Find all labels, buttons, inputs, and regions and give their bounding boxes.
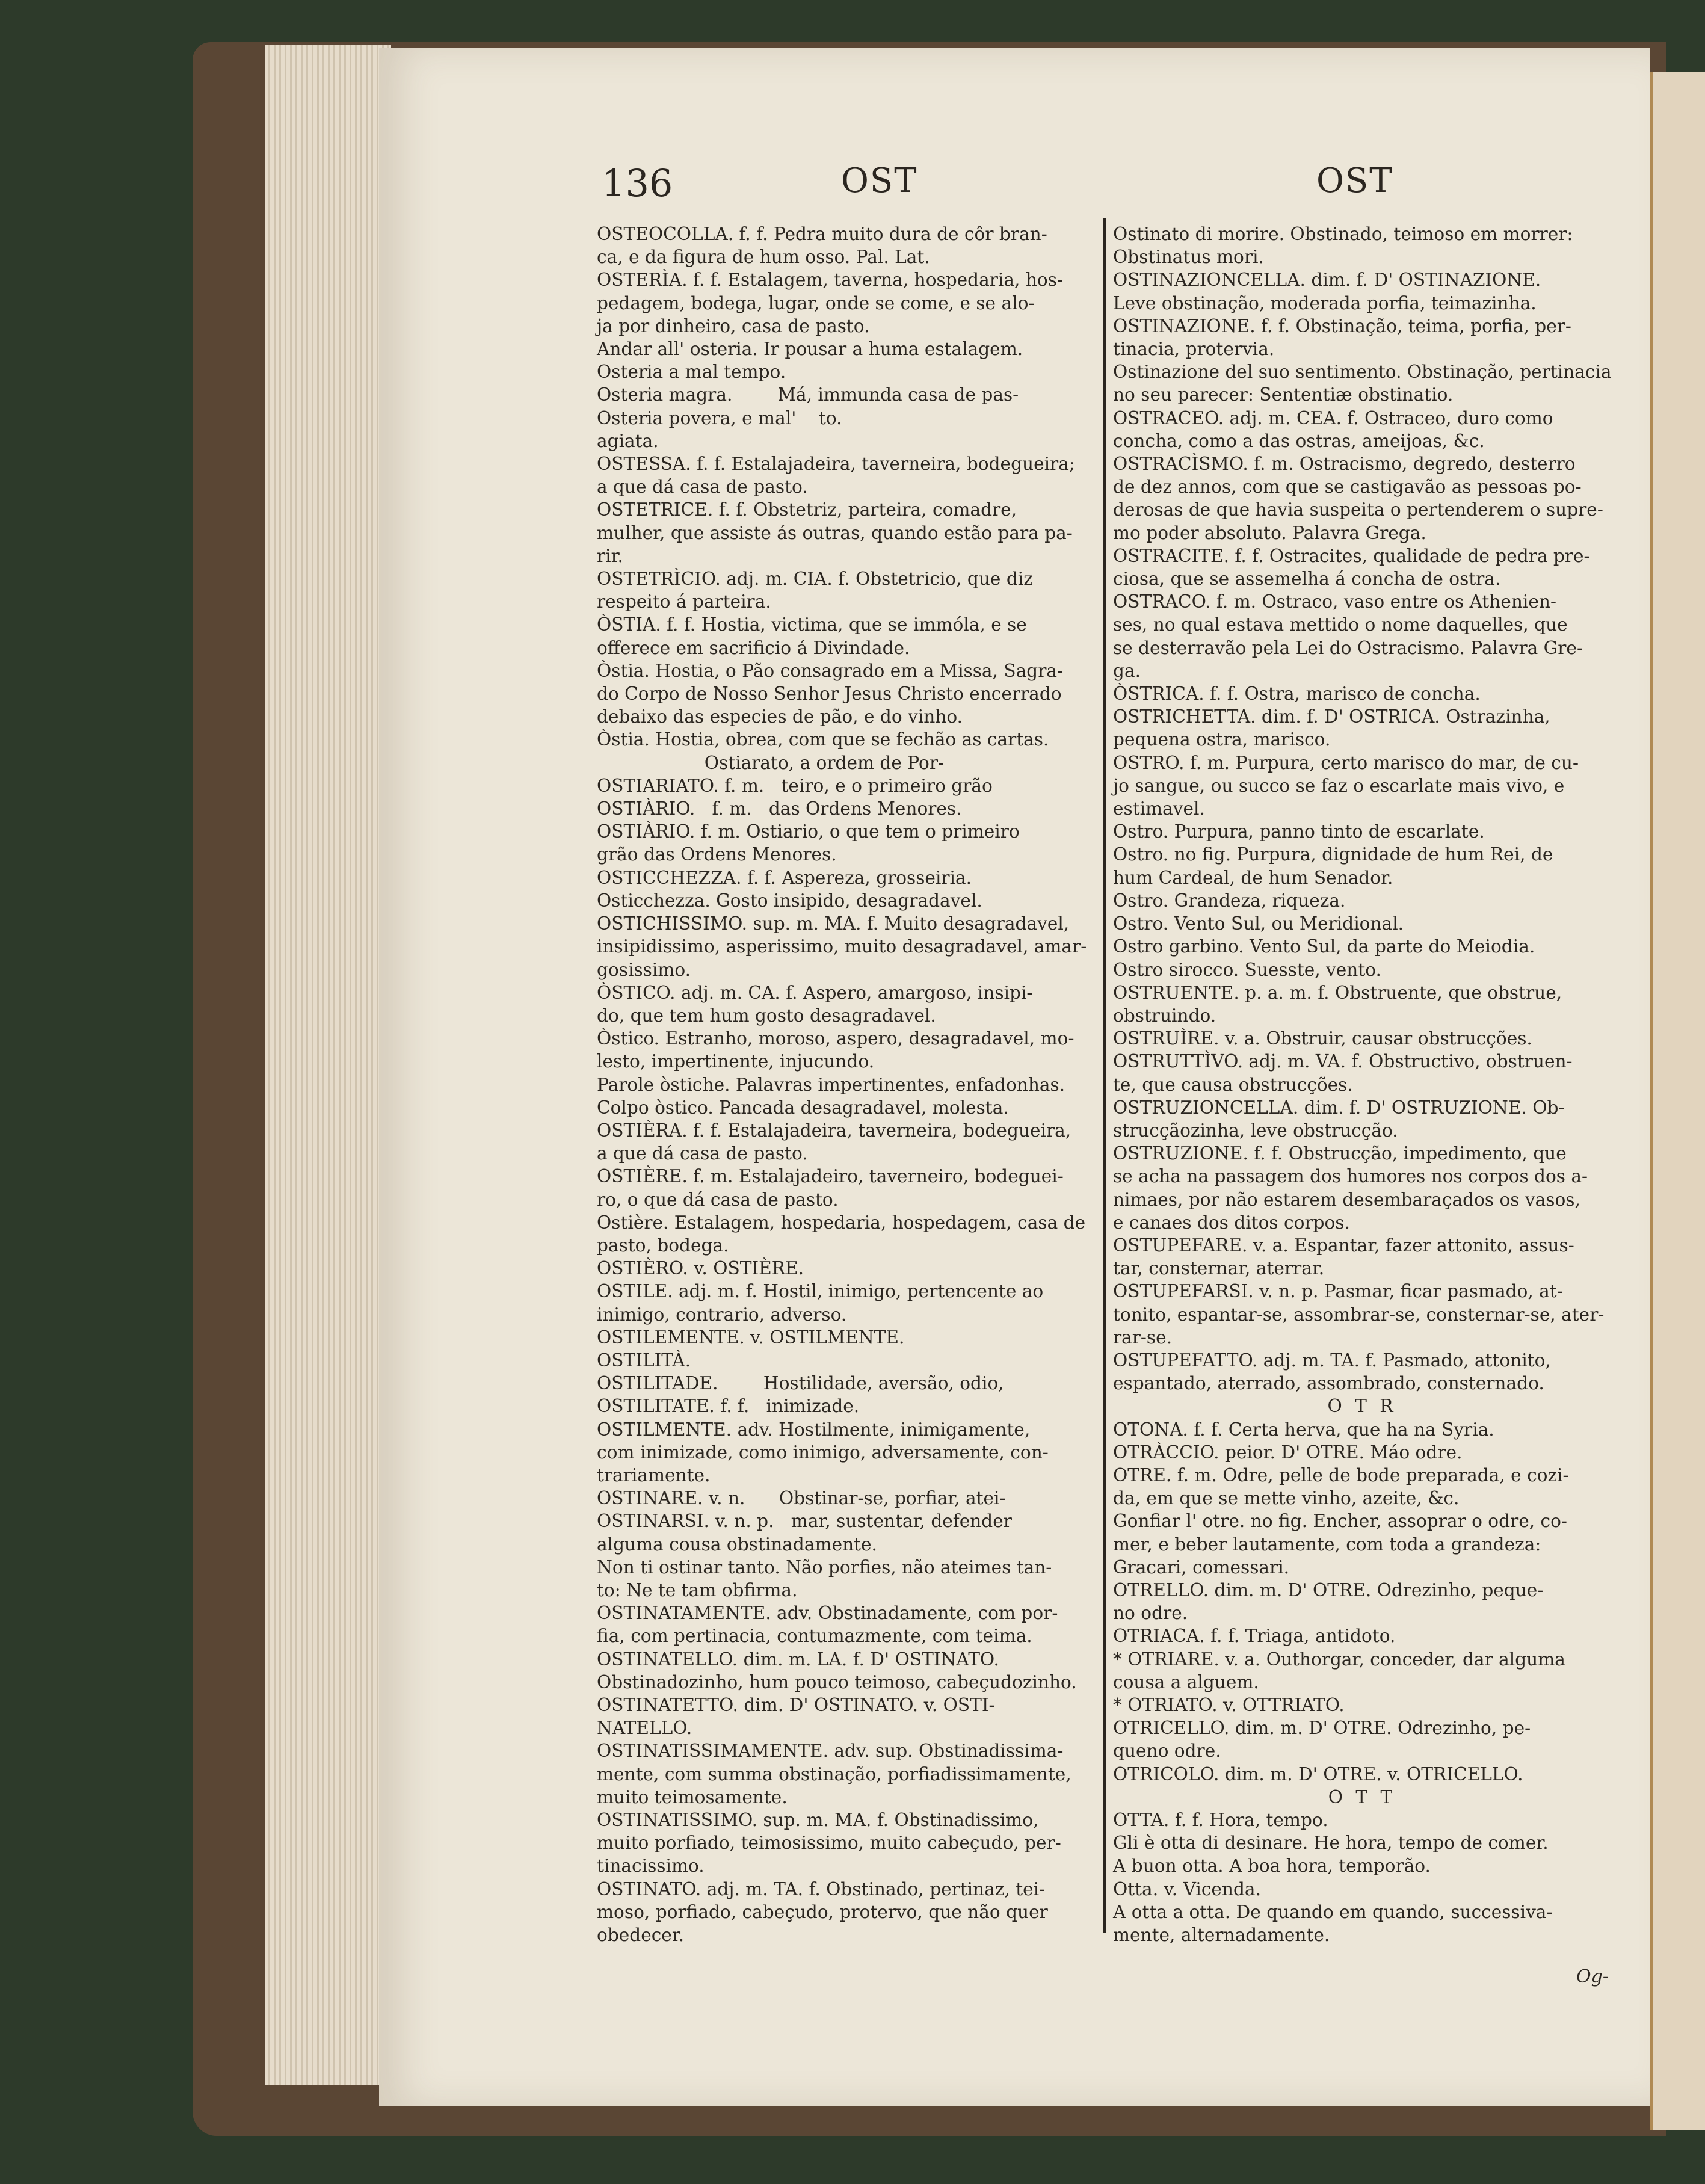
dictionary-line: OSTINARSI. v. n. p. mar, sustentar, defender: [597, 1511, 1012, 1532]
dictionary-line: do Corpo de Nosso Senhor Jesus Christo encerrado: [597, 683, 1062, 705]
dictionary-line: Ostro sirocco. Suesste, vento.: [1113, 959, 1381, 980]
dictionary-line: Òstia. Hostia, o Pão consagrado em a Missa, Sagra-: [597, 660, 1064, 681]
dictionary-line: Òstia. Hostia, obrea, com que se fechão as cartas.: [597, 729, 1049, 750]
dictionary-line: a que dá casa de pasto.: [597, 1143, 808, 1164]
dictionary-line: Ostiarato, a ordem de Por-: [597, 752, 944, 773]
dictionary-line: ciosa, que se assemelha á concha de ostra.: [1113, 569, 1501, 590]
dictionary-line: OSTIÈRE. f. m. Estalajadeiro, taverneiro, bodeguei-: [597, 1166, 1064, 1187]
dictionary-line: cousa a alguem.: [1113, 1671, 1259, 1692]
dictionary-line: OSTINATETTO. dim. D' OSTINATO. v. OSTI-: [597, 1695, 995, 1715]
dictionary-line: A buon otta. A boa hora, temporão.: [1113, 1855, 1431, 1877]
dictionary-line: hum Cardeal, de hum Senador.: [1113, 867, 1393, 888]
dictionary-line: Ostro. no fig. Purpura, dignidade de hum Rei, de: [1113, 844, 1553, 865]
dictionary-line: respeito á parteira.: [597, 591, 771, 612]
dictionary-line: OSTRUTTÌVO. adj. m. VA. f. Obstructivo, obstruen-: [1113, 1051, 1573, 1072]
dictionary-line: mulher, que assiste ás outras, quando estão para pa-: [597, 522, 1073, 543]
dictionary-line: pasto, bodega.: [597, 1235, 729, 1256]
dictionary-line: OSTINATO. adj. m. TA. f. Obstinado, pertinaz, tei-: [597, 1878, 1046, 1899]
dictionary-line: rir.: [597, 545, 623, 566]
dictionary-line: OSTINATELLO. dim. m. LA. f. D' OSTINATO.: [597, 1649, 999, 1670]
dictionary-line: OSTINAZIONCELLA. dim. f. D' OSTINAZIONE.: [1113, 270, 1541, 291]
dictionary-line: se acha na passagem dos humores nos corpos dos a-: [1113, 1166, 1588, 1187]
dictionary-line: da, em que se mette vinho, azeite, &c.: [1113, 1488, 1460, 1509]
dictionary-line: trariamente.: [597, 1464, 711, 1485]
dictionary-line: O T R: [1327, 1396, 1397, 1417]
dictionary-line: no odre.: [1113, 1603, 1188, 1624]
dictionary-line: OTRE. f. m. Odre, pelle de bode preparada, e cozi-: [1113, 1464, 1569, 1485]
dictionary-line: OSTRUÌRE. v. a. Obstruir, causar obstrucções.: [1113, 1028, 1532, 1049]
dictionary-line: OSTRICHETTA. dim. f. D' OSTRICA. Ostrazinha,: [1113, 706, 1550, 727]
dictionary-line: tar, consternar, aterrar.: [1113, 1258, 1325, 1279]
dictionary-line: OSTILE. adj. m. f. Hostil, inimigo, pertencente ao: [597, 1281, 1044, 1302]
dictionary-line: Ostinato di morire. Obstinado, teimoso em morrer:: [1113, 224, 1573, 244]
dictionary-line: Osteria a mal tempo.: [597, 362, 786, 383]
dictionary-line: Otta. v. Vicenda.: [1113, 1878, 1261, 1899]
dictionary-line: ja por dinheiro, casa de pasto.: [597, 315, 870, 336]
dictionary-line: Ostière. Estalagem, hospedaria, hospedagem, casa de: [597, 1212, 1086, 1233]
dictionary-line: tinacissimo.: [597, 1855, 705, 1877]
dictionary-line: Osticchezza. Gosto insipido, desagradavel.: [597, 890, 982, 911]
dictionary-line: gosissimo.: [597, 959, 691, 980]
dictionary-line: a que dá casa de pasto.: [597, 477, 808, 498]
dictionary-line: OSTIÈRA. f. f. Estalajadeira, taverneira, bodegueira,: [597, 1120, 1071, 1141]
dictionary-line: OSTIÈRO. v. OSTIÈRE.: [597, 1258, 804, 1279]
dictionary-line: muito porfiado, teimosissimo, muito cabeçudo, per-: [597, 1833, 1061, 1854]
dictionary-line: Osteria magra. Má, immunda casa de pas-: [597, 384, 1019, 406]
dictionary-line: OTRIACA. f. f. Triaga, antidoto.: [1113, 1626, 1396, 1647]
dictionary-line: muito teimosamente.: [597, 1786, 788, 1807]
dictionary-line: insipidissimo, asperissimo, muito desagradavel, amar-: [597, 936, 1087, 957]
dictionary-line: ÒSTIA. f. f. Hostia, victima, que se immóla, e se: [597, 614, 1027, 635]
dictionary-line: OSTILEMENTE. v. OSTILMENTE.: [597, 1327, 905, 1348]
dictionary-line: OSTRUENTE. p. a. m. f. Obstruente, que obstrue,: [1113, 982, 1562, 1003]
dictionary-line: OSTRACITE. f. f. Ostracites, qualidade de pedra pre-: [1113, 545, 1590, 566]
dictionary-line: alguma cousa obstinadamente.: [597, 1534, 877, 1555]
dictionary-line: rar-se.: [1113, 1327, 1173, 1348]
dictionary-line: Obstinatus mori.: [1113, 247, 1264, 268]
dictionary-line: no seu parecer: Sententiæ obstinatio.: [1113, 384, 1454, 406]
dictionary-line: OSTIÀRIO. f. m. Ostiario, o que tem o primeiro: [597, 821, 1020, 842]
dictionary-line: ro, o que dá casa de pasto.: [597, 1189, 839, 1210]
dictionary-line: OSTINATAMENTE. adv. Obstinadamente, com por-: [597, 1603, 1058, 1624]
dictionary-line: lesto, impertinente, injucundo.: [597, 1051, 875, 1072]
dictionary-line: e canaes dos ditos corpos.: [1113, 1212, 1350, 1233]
dictionary-line: pedagem, bodega, lugar, onde se come, e se alo-: [597, 292, 1035, 313]
dictionary-line: jo sangue, ou succo se faz o escarlate mais vivo, e: [1113, 775, 1565, 796]
dictionary-line: ÒSTRICA. f. f. Ostra, marisco de concha.: [1113, 683, 1481, 705]
dictionary-line: Òstico. Estranho, moroso, aspero, desagradavel, mo-: [597, 1028, 1074, 1049]
dictionary-line: ses, no qual estava mettido o nome daquelles, que: [1113, 614, 1568, 635]
left-column: [597, 223, 1091, 1946]
dictionary-line: A otta a otta. De quando em quando, successiva-: [1113, 1901, 1553, 1922]
dictionary-line: * OTRIARE. v. a. Outhorgar, conceder, dar alguma: [1113, 1649, 1565, 1670]
dictionary-line: Ostro garbino. Vento Sul, da parte do Meiodia.: [1113, 936, 1535, 957]
dictionary-line: Gonfiar l' otre. no fig. Encher, assoprar o odre, co-: [1113, 1511, 1567, 1532]
dictionary-line: Ostro. Vento Sul, ou Meridional.: [1113, 913, 1404, 934]
dictionary-line: OSTERÌA. f. f. Estalagem, taverna, hospedaria, hos-: [597, 270, 1063, 291]
dictionary-line: OSTRACO. f. m. Ostraco, vaso entre os Athenien-: [1113, 591, 1556, 612]
dictionary-line: OTRICOLO. dim. m. D' OTRE. v. OTRICELLO.: [1113, 1763, 1523, 1785]
right-column: [1113, 223, 1611, 1946]
dictionary-line: OSTRUZIONCELLA. dim. f. D' OSTRUZIONE. Ob-: [1113, 1097, 1565, 1118]
dictionary-line: to: Ne te tam obfirma.: [597, 1579, 798, 1600]
page-number: 136: [602, 161, 673, 205]
dictionary-line: mo poder absoluto. Palavra Grega.: [1113, 522, 1426, 543]
dictionary-line: Ostro. Purpura, panno tinto de escarlate.: [1113, 821, 1485, 842]
dictionary-line: OSTICHISSIMO. sup. m. MA. f. Muito desagradavel,: [597, 913, 1070, 934]
dictionary-line: mente, com summa obstinação, porfiadissimamente,: [597, 1763, 1071, 1785]
dictionary-line: OSTINAZIONE. f. f. Obstinação, teima, porfia, per-: [1113, 315, 1571, 336]
dictionary-line: Osteria povera, e mal' to.: [597, 407, 842, 428]
dictionary-line: Ostinazione del suo sentimento. Obstinação, pertinacia: [1113, 362, 1612, 383]
dictionary-line: grão das Ordens Menores.: [597, 844, 837, 865]
dictionary-line: OSTINATISSIMO. sup. m. MA. f. Obstinadissimo,: [597, 1810, 1039, 1831]
dictionary-line: OSTESSA. f. f. Estalajadeira, taverneira, bodegueira;: [597, 454, 1075, 475]
dictionary-line: derosas de que havia suspeita o pertenderem o supre-: [1113, 499, 1603, 520]
dictionary-line: OSTILMENTE. adv. Hostilmente, inimigamente,: [597, 1419, 1031, 1440]
dictionary-line: se desterravão pela Lei do Ostracismo. Palavra Gre-: [1113, 637, 1583, 658]
dictionary-line: debaixo das especies de pão, e do vinho.: [597, 706, 963, 727]
dictionary-line: mente, alternadamente.: [1113, 1925, 1330, 1946]
dictionary-line: inimigo, contrario, adverso.: [597, 1304, 847, 1325]
dictionary-line: te, que causa obstrucções.: [1113, 1074, 1353, 1095]
dictionary-line: OSTIÀRIO. f. m. das Ordens Menores.: [597, 798, 962, 819]
dictionary-line: OSTILITÀ.: [597, 1350, 691, 1371]
dictionary-line: OSTINATISSIMAMENTE. adv. sup. Obstinadissima-: [597, 1741, 1064, 1762]
dictionary-line: OSTRACÌSMO. f. m. Ostracismo, degredo, desterro: [1113, 454, 1576, 475]
dictionary-line: do, que tem hum gosto desagradavel.: [597, 1005, 936, 1026]
dictionary-line: Non ti ostinar tanto. Não porfies, não ateimes tan-: [597, 1556, 1052, 1578]
dictionary-line: NATELLO.: [597, 1718, 692, 1739]
dictionary-line: ÒSTICO. adj. m. CA. f. Aspero, amargoso, insipi-: [597, 982, 1033, 1003]
running-header-left: OST: [841, 161, 918, 200]
dictionary-line: Andar all' osteria. Ir pousar a huma estalagem.: [597, 339, 1023, 360]
dictionary-line: de dez annos, com que se castigavão as pessoas po-: [1113, 477, 1582, 498]
dictionary-line: tonito, espantar-se, assombrar-se, consternar-se, ater-: [1113, 1304, 1605, 1325]
dictionary-line: fia, com pertinacia, contumazmente, com teima.: [597, 1626, 1032, 1647]
dictionary-line: Leve obstinação, moderada porfia, teimazinha.: [1113, 292, 1537, 313]
dictionary-line: OTRELLO. dim. m. D' OTRE. Odrezinho, peque-: [1113, 1579, 1544, 1600]
dictionary-line: offerece em sacrificio á Divindade.: [597, 637, 910, 658]
dictionary-line: OSTETRICE. f. f. Obstetriz, parteira, comadre,: [597, 499, 1017, 520]
dictionary-line: Gli è otta di desinare. He hora, tempo de comer.: [1113, 1833, 1549, 1854]
dictionary-line: espantado, aterrado, assombrado, consternado.: [1113, 1373, 1544, 1394]
dictionary-line: concha, como a das ostras, ameijoas, &c.: [1113, 430, 1485, 451]
dictionary-line: Colpo òstico. Pancada desagradavel, molesta.: [597, 1097, 1009, 1118]
facing-page-edge: [1650, 72, 1705, 2130]
dictionary-line: OTRÀCCIO. peior. D' OTRE. Máo odre.: [1113, 1442, 1463, 1463]
catchword: Og-: [1576, 1966, 1609, 1987]
running-header-right: OST: [1316, 161, 1393, 200]
dictionary-line: OTTA. f. f. Hora, tempo.: [1113, 1810, 1328, 1831]
dictionary-line: OSTRO. f. m. Purpura, certo marisco do mar, de cu-: [1113, 752, 1579, 773]
dictionary-line: agiata.: [597, 430, 659, 451]
dictionary-line: OSTEOCOLLA. f. f. Pedra muito dura de côr bran-: [597, 224, 1047, 244]
dictionary-line: ca, e da figura de hum osso. Pal. Lat.: [597, 247, 930, 268]
column-divider: [1103, 218, 1106, 1933]
dictionary-line: OSTINARE. v. n. Obstinar-se, porfiar, atei-: [597, 1488, 1006, 1509]
dictionary-line: Gracari, comessari.: [1113, 1556, 1290, 1578]
dictionary-line: ga.: [1113, 660, 1141, 681]
dictionary-line: OSTRACEO. adj. m. CEA. f. Ostraceo, duro como: [1113, 407, 1553, 428]
dictionary-line: estimavel.: [1113, 798, 1205, 819]
dictionary-line: OSTUPEFARE. v. a. Espantar, fazer attonito, assus-: [1113, 1235, 1574, 1256]
dictionary-line: mer, e beber lautamente, com toda a grandeza:: [1113, 1534, 1541, 1555]
dictionary-line: OTRICELLO. dim. m. D' OTRE. Odrezinho, pe-: [1113, 1718, 1531, 1739]
dictionary-line: OSTILITADE. Hostilidade, aversão, odio,: [597, 1373, 1004, 1394]
dictionary-line: moso, porfiado, cabeçudo, protervo, que não quer: [597, 1901, 1048, 1922]
page-stack: [265, 45, 391, 2085]
dictionary-line: obedecer.: [597, 1925, 685, 1946]
dictionary-line: OSTRUZIONE. f. f. Obstrucção, impedimento, que: [1113, 1143, 1567, 1164]
dictionary-line: OTONA. f. f. Certa herva, que ha na Syria.: [1113, 1419, 1494, 1440]
dictionary-line: obstruindo.: [1113, 1005, 1216, 1026]
dictionary-line: strucçãozinha, leve obstrucção.: [1113, 1120, 1398, 1141]
dictionary-line: queno odre.: [1113, 1741, 1221, 1762]
dictionary-line: tinacia, protervia.: [1113, 339, 1275, 360]
dictionary-line: pequena ostra, marisco.: [1113, 729, 1331, 750]
dictionary-line: OSTICCHEZZA. f. f. Aspereza, grosseiria.: [597, 867, 972, 888]
dictionary-line: OSTILITATE. f. f. inimizade.: [597, 1396, 860, 1417]
dictionary-line: Ostro. Grandeza, riqueza.: [1113, 890, 1346, 911]
dictionary-line: O T T: [1328, 1786, 1396, 1807]
dictionary-line: OSTIARIATO. f. m. teiro, e o primeiro grão: [597, 775, 993, 796]
dictionary-line: OSTUPEFARSI. v. n. p. Pasmar, ficar pasmado, at-: [1113, 1281, 1563, 1302]
dictionary-line: OSTUPEFATTO. adj. m. TA. f. Pasmado, attonito,: [1113, 1350, 1551, 1371]
dictionary-line: Parole òstiche. Palavras impertinentes, enfadonhas.: [597, 1074, 1065, 1095]
dictionary-line: Obstinadozinho, hum pouco teimoso, cabeçudozinho.: [597, 1671, 1077, 1692]
dictionary-line: * OTRIATO. v. OTTRIATO.: [1113, 1695, 1345, 1715]
dictionary-line: OSTETRÌCIO. adj. m. CIA. f. Obstetricio, que diz: [597, 569, 1033, 590]
dictionary-line: nimaes, por não estarem desembaraçados os vasos,: [1113, 1189, 1580, 1210]
dictionary-line: com inimizade, como inimigo, adversamente, con-: [597, 1442, 1049, 1463]
